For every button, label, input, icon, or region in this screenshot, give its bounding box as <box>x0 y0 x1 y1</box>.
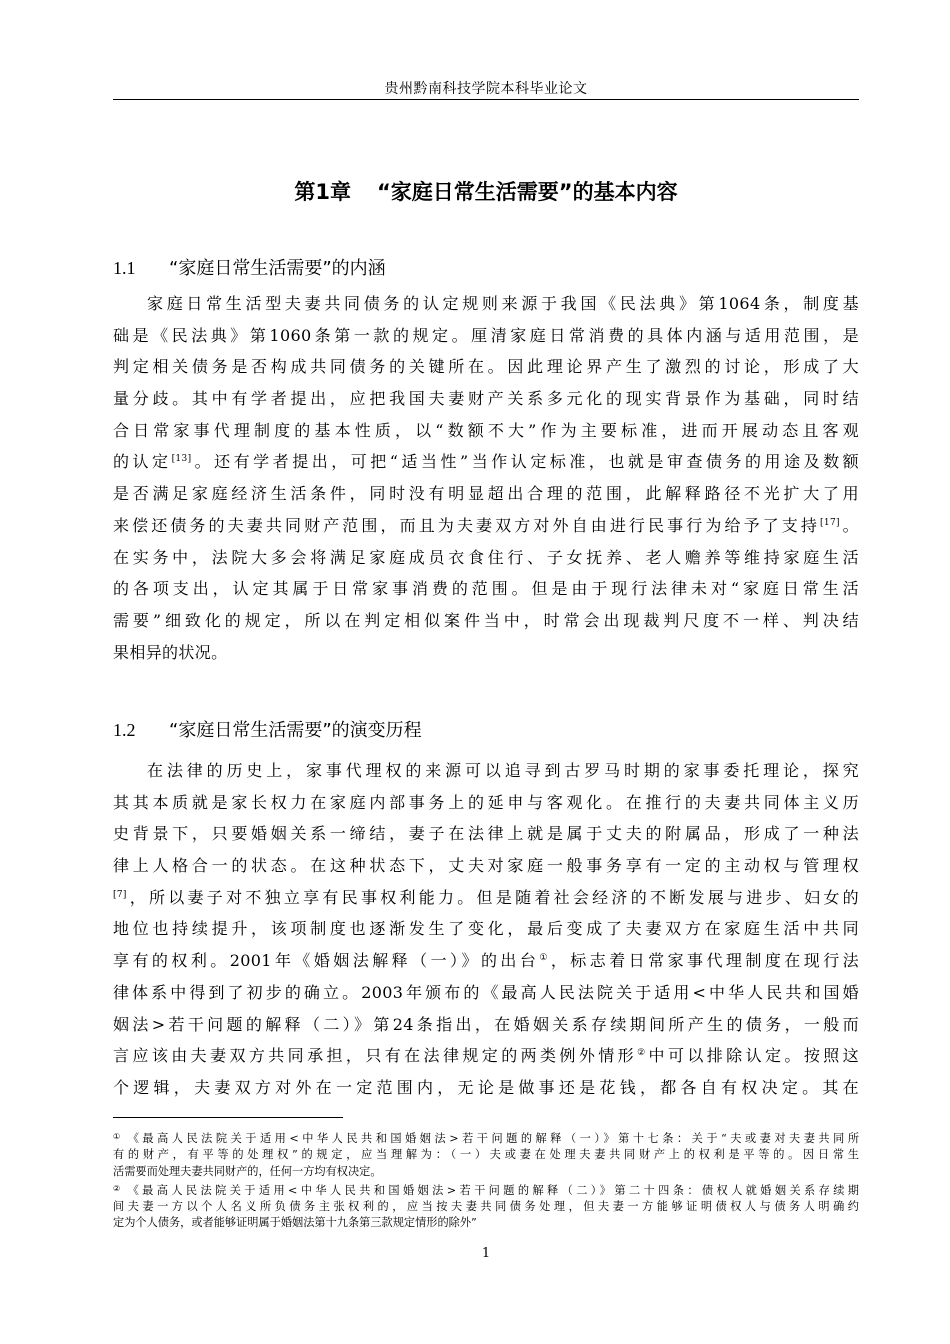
text-fragment: 。 <box>839 515 859 535</box>
text-line: 家庭日常生活型夫妻共同债务的认定规则来源于我国《民法典》第1064条，制度基 <box>147 294 859 313</box>
text-fragment: ，标志着日常家事代理制度在现行法 <box>550 951 860 971</box>
text-line: 础是《民法典》第1060条第一款的规定。厘清家庭日常消费的具体内涵与适用范围，是 <box>113 325 859 345</box>
text-fragment: 的认定 <box>113 452 172 472</box>
footnote-line: 有的财产，有平等的处理权”的规定，应当理解为：（一）夫或妻在处理夫妻共同财产上的权利是平等的。因日常生 <box>113 1148 859 1162</box>
text-line <box>113 882 859 914</box>
text-line: 果相异的状况。 <box>113 642 228 662</box>
section-heading-1-1 <box>113 254 859 280</box>
text-fragment: 享有的权利。2001年《婚姻法解释（一）》的出台 <box>113 951 540 971</box>
chapter-title-text: “家庭日常生活需要”的基本内容 <box>377 180 678 204</box>
text-line: 是否满足家庭经济生活条件，同时没有明显超出合理的范围，此解释路径不光扩大了用 <box>113 484 859 504</box>
text-line: 量分歧。其中有学者提出，应把我国夫妻财产关系多元化的现实背景作为基础，同时结 <box>113 389 859 409</box>
header-divider <box>113 99 859 100</box>
chapter-number: 第1章 <box>294 180 351 204</box>
section-number: 1.2 <box>113 720 136 740</box>
text-fragment: ，所以妻子对不独立享有民事权利能力。但是随着社会经济的不断发展与进步、妇女的 <box>126 887 859 907</box>
footnote-mark: ① <box>113 1132 124 1141</box>
text-line <box>113 1040 859 1072</box>
text-fragment: 《最高人民法院关于适用<中华人民共和国婚姻法>若干问题的解释（二）》第二十四条：债权人就婚姻关系存续期 <box>127 1183 859 1197</box>
section-title: “家庭日常生活需要”的内涵 <box>169 258 386 279</box>
text-line <box>113 945 859 977</box>
text-line: 判定相关债务是否构成共同债务的关键所在。因此理论界产生了激烈的讨论，形成了大 <box>113 357 859 377</box>
text-fragment: 中可以排除认定。按照这 <box>648 1046 859 1066</box>
text-line: 律体系中得到了初步的确立。2003年颁布的《最高人民法院关于适用<中华人民共和国婚 <box>113 982 859 1002</box>
footnotes <box>113 1129 859 1233</box>
text-line <box>113 446 859 478</box>
text-fragment: 言应该由夫妻双方共同承担，只有在法律规定的两类例外情形 <box>113 1046 638 1066</box>
footnote-line <box>113 1181 859 1199</box>
section-number: 1.1 <box>113 258 136 278</box>
section-heading-1-2 <box>113 716 859 742</box>
chapter-title <box>113 176 859 206</box>
paragraph-1-2 <box>113 755 859 1104</box>
text-fragment: 来偿还债务的夫妻共同财产范围，而且为夫妻双方对外自由进行民事行为给予了支持 <box>113 515 821 535</box>
footnote-mark: ② <box>113 1183 124 1193</box>
footnote-divider <box>113 1117 343 1118</box>
page-header-title: 贵州黔南科技学院本科毕业论文 <box>384 81 588 97</box>
section-title: “家庭日常生活需要”的演变历程 <box>169 720 422 741</box>
text-line: 在实务中，法院大多会将满足家庭成员衣食住行、子女抚养、老人赡养等维持家庭生活 <box>113 547 859 567</box>
footnote-2 <box>113 1181 859 1232</box>
footnote-line <box>113 1129 859 1147</box>
text-line: 律上人格合一的状态。在这种状态下，丈夫对家庭一般事务享有一定的主动权与管理权 <box>113 856 859 876</box>
text-fragment: 《最高人民法院关于适用<中华人民共和国婚姻法>若干问题的解释（一）》第十七条：关于“夫或妻对夫妻共同所 <box>127 1132 860 1145</box>
footnote-line: 间夫妻一方以个人名义所负债务主张权利的，应当按夫妻共同债务处理，但夫妻一方能够证明债权人与债务人明确约 <box>113 1200 859 1214</box>
text-line: 在法律的历史上，家事代理权的来源可以追寻到古罗马时期的家事委托理论，探究 <box>147 761 859 780</box>
text-line: 需要”细致化的规定，所以在判定相似案件当中，时常会出现裁判尺度不一样、判决结 <box>113 610 859 630</box>
paragraph-1-1 <box>113 288 859 668</box>
footnote-line: 定为个人债务，或者能够证明属于婚姻法第十九条第三款规定情形的除外” <box>113 1216 477 1230</box>
citation-ref: [17] <box>820 517 840 528</box>
footnote-line: 活需要而处理夫妻共同财产的，任何一方均有权决定。 <box>113 1164 382 1178</box>
text-line: 姻法>若干问题的解释（二）》第24条指出，在婚姻关系存续期间所产生的债务，一般而 <box>113 1014 859 1034</box>
text-line: 其其本质就是家长权力在家庭内部事务上的延申与客观化。在推行的夫妻共同体主义历 <box>113 792 859 812</box>
text-line: 个逻辑，夫妻双方对外在一定范围内，无论是做事还是花钱，都各自有权决定。其在 <box>113 1077 859 1097</box>
footnote-ref[interactable]: ① <box>539 953 551 964</box>
text-fragment: 。还有学者提出，可把“适当性”当作认定标准，也就是审查债务的用途及数额 <box>191 452 859 472</box>
text-line <box>113 510 859 542</box>
text-line: 地位也持续提升，该项制度也逐渐发生了变化，最后变成了夫妻双方在家庭生活中共同 <box>113 919 859 939</box>
text-line: 史背景下，只要婚姻关系一缔结，妻子在法律上就是属于丈夫的附属品，形成了一种法 <box>113 824 859 844</box>
text-line: 的各项支出，认定其属于日常家事消费的范围。但是由于现行法律未对“家庭日常生活 <box>113 579 859 599</box>
page-number: 1 <box>481 1246 491 1261</box>
citation-ref: [13] <box>171 454 192 465</box>
citation-ref: [7] <box>113 889 127 900</box>
footnote-ref[interactable]: ② <box>637 1048 649 1059</box>
text-line: 合日常家事代理制度的基本性质，以“数额不大”作为主要标准，进而开展动态且客观 <box>113 420 859 440</box>
footnote-1 <box>113 1129 859 1180</box>
